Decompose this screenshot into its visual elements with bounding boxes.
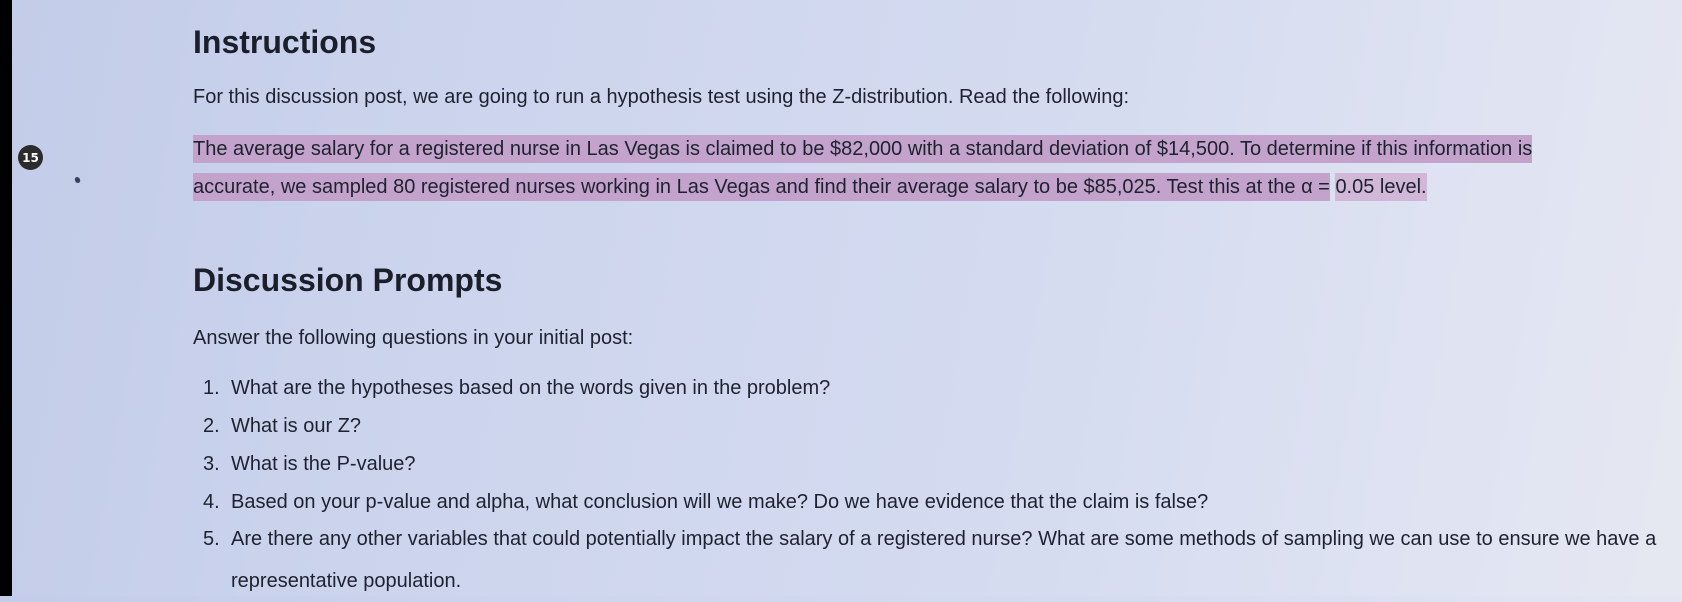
answer-lead-text: Answer the following questions in your initial post: [193, 327, 634, 349]
highlight-text-tail[interactable]: 0.05 level. [1335, 173, 1426, 201]
instructions-heading: Instructions [193, 24, 377, 60]
list-item-number: 4. [203, 491, 220, 513]
cursor-icon [74, 176, 81, 184]
list-item-text: What is our Z? [231, 415, 362, 437]
list-item [203, 486, 1663, 518]
list-item [203, 448, 1663, 480]
annotation-count-badge[interactable]: 15 [18, 145, 43, 170]
left-edge-bar [0, 0, 12, 596]
list-item-number: 5. [203, 528, 220, 550]
intro-paragraph: For this discussion post, we are going to run a hypothesis test using the Z-distribution. Read the following: [193, 86, 1130, 108]
prompt-list [203, 372, 1663, 602]
list-item-text: Are there any other variables that could potentially impact the salary of a registered nurse? What are some methods of sampling we can use to ensure we have a representative population. [231, 528, 1657, 592]
highlight-text-main[interactable]: The average salary for a registered nurse in Las Vegas is claimed to be $82,000 with a standard deviation of $14,500. To determine if this information is accurate, we sampled 80 registered nurses working in Las Vegas and find their average salary to be $85,025. Test this at the α = [193, 135, 1532, 201]
list-item [203, 410, 1663, 442]
highlighted-scenario[interactable] [193, 130, 1603, 206]
list-item-number: 1. [203, 377, 220, 399]
discussion-prompts-heading: Discussion Prompts [193, 262, 503, 298]
list-item [203, 518, 1663, 602]
list-item-text: What are the hypotheses based on the words given in the problem? [231, 377, 831, 399]
list-item-number: 3. [203, 453, 220, 475]
list-item-number: 2. [203, 415, 220, 437]
list-item-text: Based on your p-value and alpha, what conclusion will we make? Do we have evidence that the claim is false? [231, 491, 1209, 513]
list-item-text: What is the P-value? [231, 453, 416, 475]
list-item [203, 372, 1663, 404]
